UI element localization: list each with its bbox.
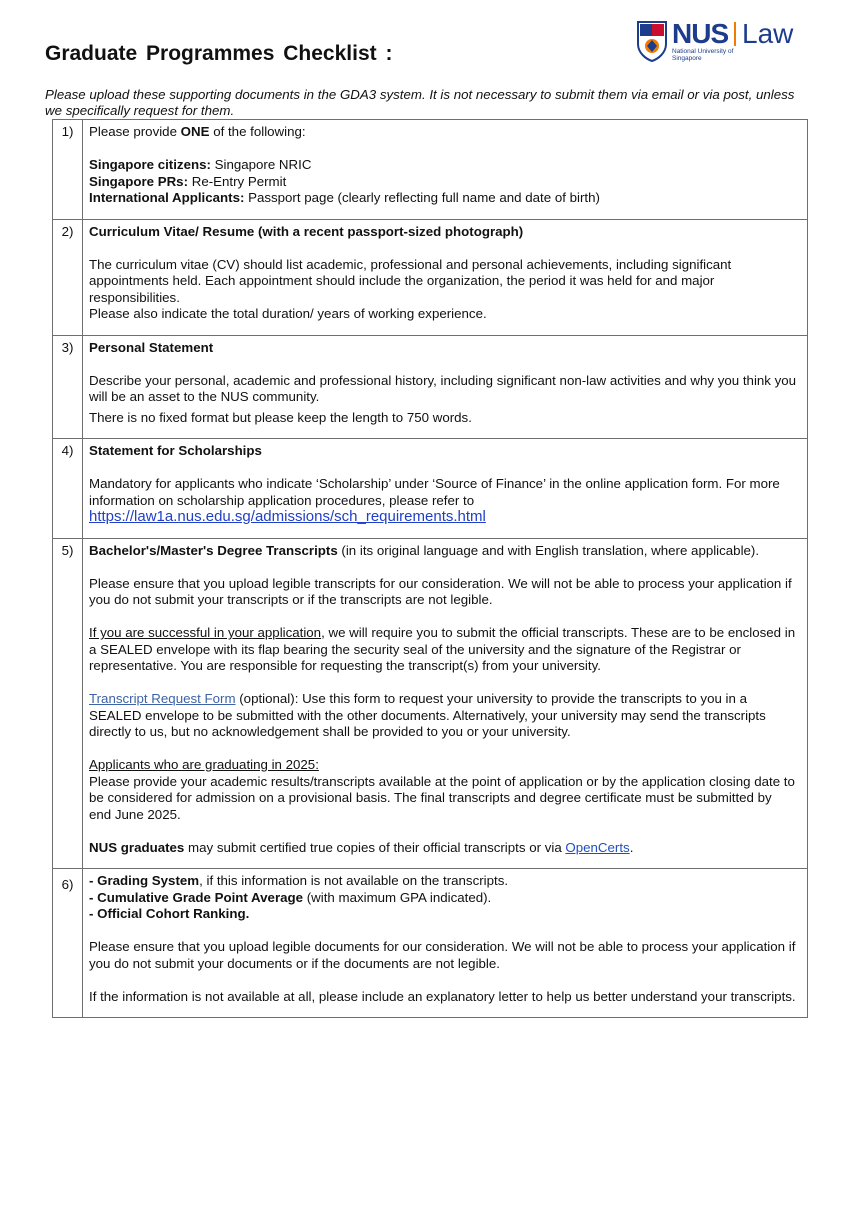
scholarship-requirements-link[interactable]: https://law1a.nus.edu.sg/admissions/sch_requirements.html	[89, 508, 486, 525]
item-paragraph: The curriculum vitae (CV) should list academic, professional and personal achievements, including significant appointments held. Each appointment should include the organization, the period it was held for and major responsibilities.	[89, 256, 732, 305]
checklist-row-4	[53, 439, 808, 539]
id-line-citizens	[89, 157, 797, 174]
page-title: Graduate Programmes Checklist :	[45, 42, 393, 65]
item-content	[83, 439, 808, 539]
bold-span: - Official Cohort Ranking.	[89, 906, 250, 921]
text-span: (optional): Use this form to request your university to provide the transcripts to you in a SEALED envelope to be submitted with the other documents. Alternatively, your university may send the transcripts directly to us, but no acknowledgement shall be provided to you or your university.	[89, 691, 766, 739]
intro-text: Please upload these supporting documents in the GDA3 system. It is not necessary to submit them via email or via post, unless we specifically request for them.	[45, 87, 795, 118]
label: Singapore PRs:	[89, 173, 189, 189]
item-content	[83, 335, 808, 439]
label: International Applicants:	[89, 190, 245, 205]
item-lead	[89, 124, 797, 141]
logo-divider	[734, 22, 736, 46]
item-paragraph	[89, 840, 797, 857]
text-span: .	[629, 839, 634, 855]
bullet-line	[89, 873, 797, 890]
logo-brand: NUS	[672, 18, 729, 49]
item-heading-line	[89, 543, 797, 560]
id-line-prs	[89, 174, 797, 191]
text-span: , if this information is not available on the transcripts.	[199, 873, 509, 888]
bold-span: - Cumulative Grade Point Average	[89, 889, 304, 905]
item-number: 3)	[53, 335, 83, 439]
label: Singapore citizens:	[89, 157, 211, 172]
item-paragraph: Please also indicate the total duration/ years of working experience.	[89, 306, 487, 321]
checklist-row-2	[53, 219, 808, 335]
item-paragraph: Mandatory for applicants who indicate ‘Scholarship’ under ‘Source of Finance’ in the online application form. For more information on scholarship application procedures, please refer to	[89, 476, 780, 508]
item-number: 2)	[53, 219, 83, 335]
value: Re-Entry Permit	[188, 173, 287, 189]
item-paragraph: Describe your personal, academic and professional history, including significant non-law activities and why you think you will be an asset to the NUS community.	[89, 372, 797, 404]
text-span: may submit certified true copies of their official transcripts or via	[184, 839, 566, 855]
logo-subtitle: National University of Singapore	[672, 48, 734, 62]
item-content	[83, 219, 808, 335]
item-number: 5)	[53, 538, 83, 869]
bold-span: - Grading System	[89, 873, 200, 888]
item-paragraph	[89, 691, 797, 741]
item-paragraph: If the information is not available at all, please include an explanatory letter to help us better understand your transcripts.	[89, 988, 796, 1004]
checklist-table	[52, 119, 808, 1018]
underlined-text: If you are successful in your application	[89, 625, 322, 640]
bullet-line	[89, 890, 797, 907]
item-content	[83, 869, 808, 1018]
heading-note: (in its original language and with English translation, where applicable).	[337, 542, 760, 558]
nus-crest-icon	[636, 20, 668, 62]
checklist-row-5	[53, 538, 808, 869]
item-heading: Curriculum Vitae/ Resume (with a recent passport-sized photograph)	[89, 223, 524, 239]
item-number: 1)	[53, 120, 83, 220]
checklist-row-1	[53, 120, 808, 220]
item-content	[83, 120, 808, 220]
checklist-row-3	[53, 335, 808, 439]
nus-law-logo	[636, 18, 801, 66]
checklist-row-6	[53, 869, 808, 1018]
text-span: Please provide	[89, 124, 181, 139]
item-number: 6)	[53, 869, 83, 1018]
opencerts-link[interactable]: OpenCerts	[565, 839, 630, 855]
value: Singapore NRIC	[210, 157, 312, 172]
item-heading: Statement for Scholarships	[89, 443, 262, 458]
bold-span: ONE	[180, 124, 210, 139]
item-paragraph: Please provide your academic results/transcripts available at the point of application or by the application closing date to be considered for admission on a provisional basis. The final transcripts and degree certificate must be submitted by end June 2025.	[89, 773, 795, 822]
text-span: , we will require you to submit the official transcripts. These are to be enclosed in a SEALED envelope with its flap bearing the security seal of the university and the signature of the Registrar or representative. You are responsible for requesting the transcript(s) from your university.	[89, 625, 796, 673]
value: Passport page (clearly reflecting full name and date of birth)	[244, 190, 600, 205]
item-number: 4)	[53, 439, 83, 539]
item-content	[83, 538, 808, 869]
item-paragraph: Please ensure that you upload legible transcripts for our consideration. We will not be able to process your application if you do not submit your transcripts or if the transcripts are not legible.	[89, 575, 792, 607]
item-heading: Personal Statement	[89, 339, 214, 355]
logo-unit: Law	[742, 18, 794, 49]
bold-span: NUS graduates	[89, 839, 185, 855]
item-paragraph	[89, 625, 797, 675]
text-span: (with maximum GPA indicated).	[303, 889, 492, 905]
id-line-international	[89, 190, 797, 207]
graduating-heading: Applicants who are graduating in 2025:	[89, 757, 319, 772]
item-heading: Bachelor's/Master's Degree Transcripts	[89, 542, 338, 558]
item-paragraph: Please ensure that you upload legible documents for our consideration. We will not be able to process your application if you do not submit your documents or if the documents are not legible.	[89, 939, 796, 971]
item-paragraph: There is no fixed format but please keep the length to 750 words.	[89, 409, 472, 425]
bullet-line	[89, 906, 797, 923]
text-span: of the following:	[209, 124, 306, 139]
transcript-request-form-link[interactable]: Transcript Request Form	[89, 691, 236, 706]
